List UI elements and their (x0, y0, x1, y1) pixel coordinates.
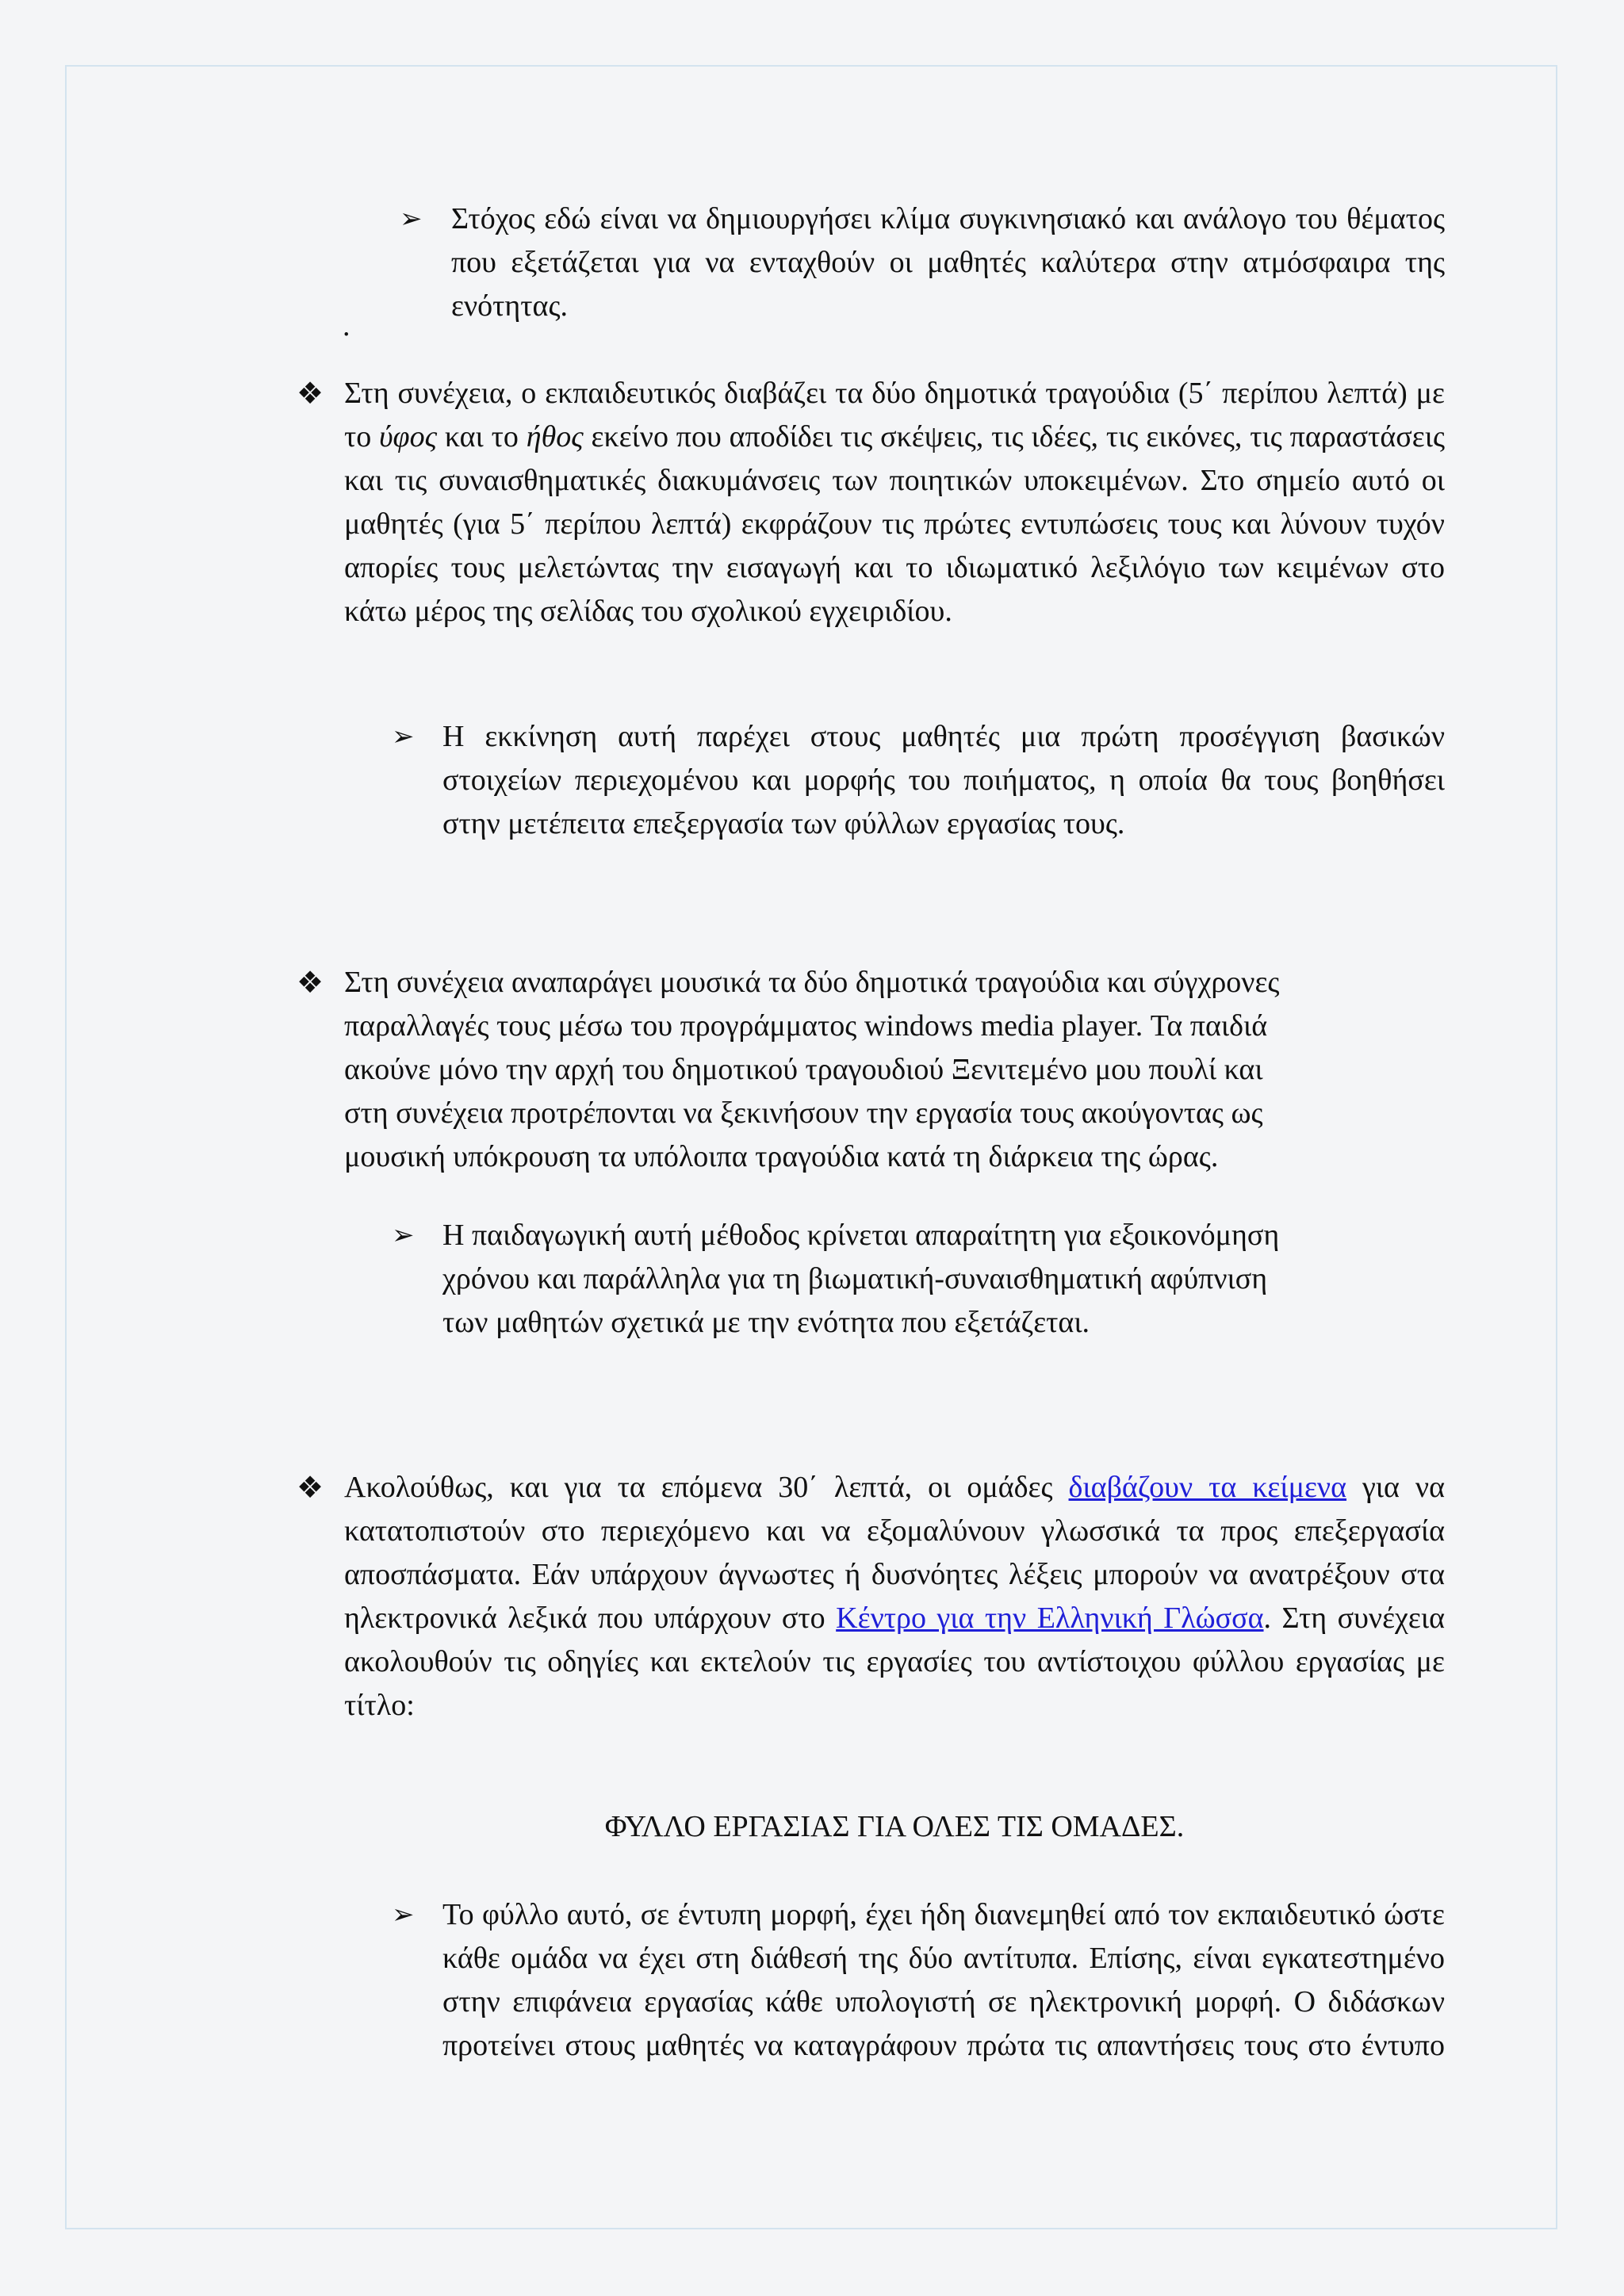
text-run: . Στη συνέχεια ακολουθούν τις οδηγίες και εκτελούν τις εργασίες του αντίστοιχου φύλλου εργασίας με τίτλο: (344, 1601, 1445, 1722)
line: Στη συνέχεια αναπαράγει μουσικά τα δύο δημοτικά τραγούδια και σύγχρονες (344, 966, 1280, 999)
text-run: Ακολούθως, και για τα επόμενα 30΄ λεπτά, οι ομάδες (344, 1471, 1069, 1504)
read-texts-link[interactable]: διαβάζουν τα κείμενα (1068, 1471, 1347, 1504)
italic-ethos: ήθος (526, 420, 584, 453)
diamond-bullet-icon: ❖ (297, 376, 324, 411)
arrow-item-4 (442, 1893, 1445, 2068)
text-run: για να κατατοπιστούν στο περιεχόμενο και να εξομαλύνουν γλωσσικά τα προς επεξεργασία αποσπάσματα. Εάν υπάρχουν άγνωστες ή δυσνόητες λέξεις μπορούν να ανατρέξουν στα ηλεκτρονικά λεξικά που υπάρχουν στο (344, 1471, 1446, 1635)
text-run: εκείνο που αποδίδει τις σκέψεις, τις ιδέες, τις εικόνες, τις παραστάσεις και τις συναισθηματικές διακυμάνσεις των ποιητικών υποκειμένων. Στο σημείο αυτό οι μαθητές (για 5΄ περίπου λεπτά) εκφράζουν τις πρώτες εντυπώσεις τους και λύνουν τυχόν απορίες τους μελετώντας την εισαγωγή και το ιδιωματικό λεξιλόγιο των κειμένων στο κάτω μέρος της σελίδας του σχολικού εγχειριδίου. (344, 420, 1445, 628)
arrow-bullet-icon: ➢ (392, 721, 415, 752)
diamond-item-1-text (344, 372, 1445, 633)
arrow-item-4-text: Το φύλλο αυτό, σε έντυπη μορφή, έχει ήδη διανεμηθεί από τον εκπαιδευτικό ώστε κάθε ομάδα να έχει στη διάθεσή της δύο αντίτυπα. Επίσης, είναι εγκατεστημένο στην επιφάνεια εργασίας κάθε υπολογιστή σε ηλεκτρονική μορφή. Ο διδάσκων προτείνει στους μαθητές να καταγράφουν πρώτα τις απαντήσεις τους στο έντυπο (442, 1898, 1445, 2062)
greek-language-center-link[interactable]: Κέντρο για την Ελληνική Γλώσσα (836, 1601, 1264, 1635)
document-page (65, 65, 1557, 2229)
diamond-item-3-text (344, 1466, 1445, 1728)
diamond-item-1 (344, 372, 1445, 633)
arrow-item-3 (442, 1214, 1473, 1345)
arrow-bullet-icon: ➢ (392, 1899, 415, 1931)
italic-style: ύφος (379, 420, 437, 453)
diamond-bullet-icon: ❖ (297, 1470, 324, 1505)
line: χρόνου και παράλληλα για τη βιωματική-συναισθηματική αφύπνιση (442, 1262, 1268, 1295)
arrow-item-1-text: Στόχος εδώ είναι να δημιουργήσει κλίμα συγκινησιακό και ανάλογο του θέματος που εξετάζεται για να ενταχθούν οι μαθητές καλύτερα στην ατμόσφαιρα της ενότητας. (451, 202, 1445, 323)
text-run: και το (437, 420, 527, 453)
arrow-item-2-text: Η εκκίνηση αυτή παρέχει στους μαθητές μια πρώτη προσέγγιση βασικών στοιχείων περιεχομένου και μορφής του ποιήματος, η οποία θα τους βοηθήσει στην μετέπειτα επεξεργασία των φύλλων εργασίας τους. (442, 720, 1445, 840)
line: Η παιδαγωγική αυτή μέθοδος κρίνεται απαραίτητη για εξοικονόμηση (442, 1219, 1280, 1252)
line: των μαθητών σχετικά με την ενότητα που εξετάζεται. (442, 1306, 1090, 1339)
line: στη συνέχεια προτρέπονται να ξεκινήσουν την εργασία τους ακούγοντας ως (344, 1096, 1263, 1130)
text-run: Στη συνέχεια, ο εκπαιδευτικός διαβάζει τα δύο δημοτικά τραγούδια (5΄ περίπου λεπτά) με το (344, 377, 1445, 453)
arrow-bullet-icon: ➢ (392, 1219, 415, 1251)
worksheet-title: ΦΥΛΛΟ ΕΡΓΑΣΙΑΣ ΓΙΑ ΟΛΕΣ ΤΙΣ ΟΜΑΔΕΣ. (604, 1810, 1185, 1843)
arrow-item-2 (442, 715, 1445, 846)
diamond-item-3 (344, 1466, 1445, 1728)
line: παραλλαγές τους μέσω του προγράμματος windows media player. Τα παιδιά (344, 1009, 1268, 1043)
diamond-item-2 (344, 961, 1454, 1179)
diamond-bullet-icon: ❖ (297, 965, 324, 1000)
arrow-bullet-icon: ➢ (400, 203, 423, 235)
line: μουσική υπόκρουση τα υπόλοιπα τραγούδια κατά τη διάρκεια της ώρας. (344, 1140, 1219, 1173)
arrow-item-1 (451, 197, 1445, 328)
line: ακούνε μόνο την αρχή του δημοτικού τραγουδιού Ξενιτεμένο μου πουλί και (344, 1053, 1263, 1086)
stray-dot: . (343, 309, 350, 342)
